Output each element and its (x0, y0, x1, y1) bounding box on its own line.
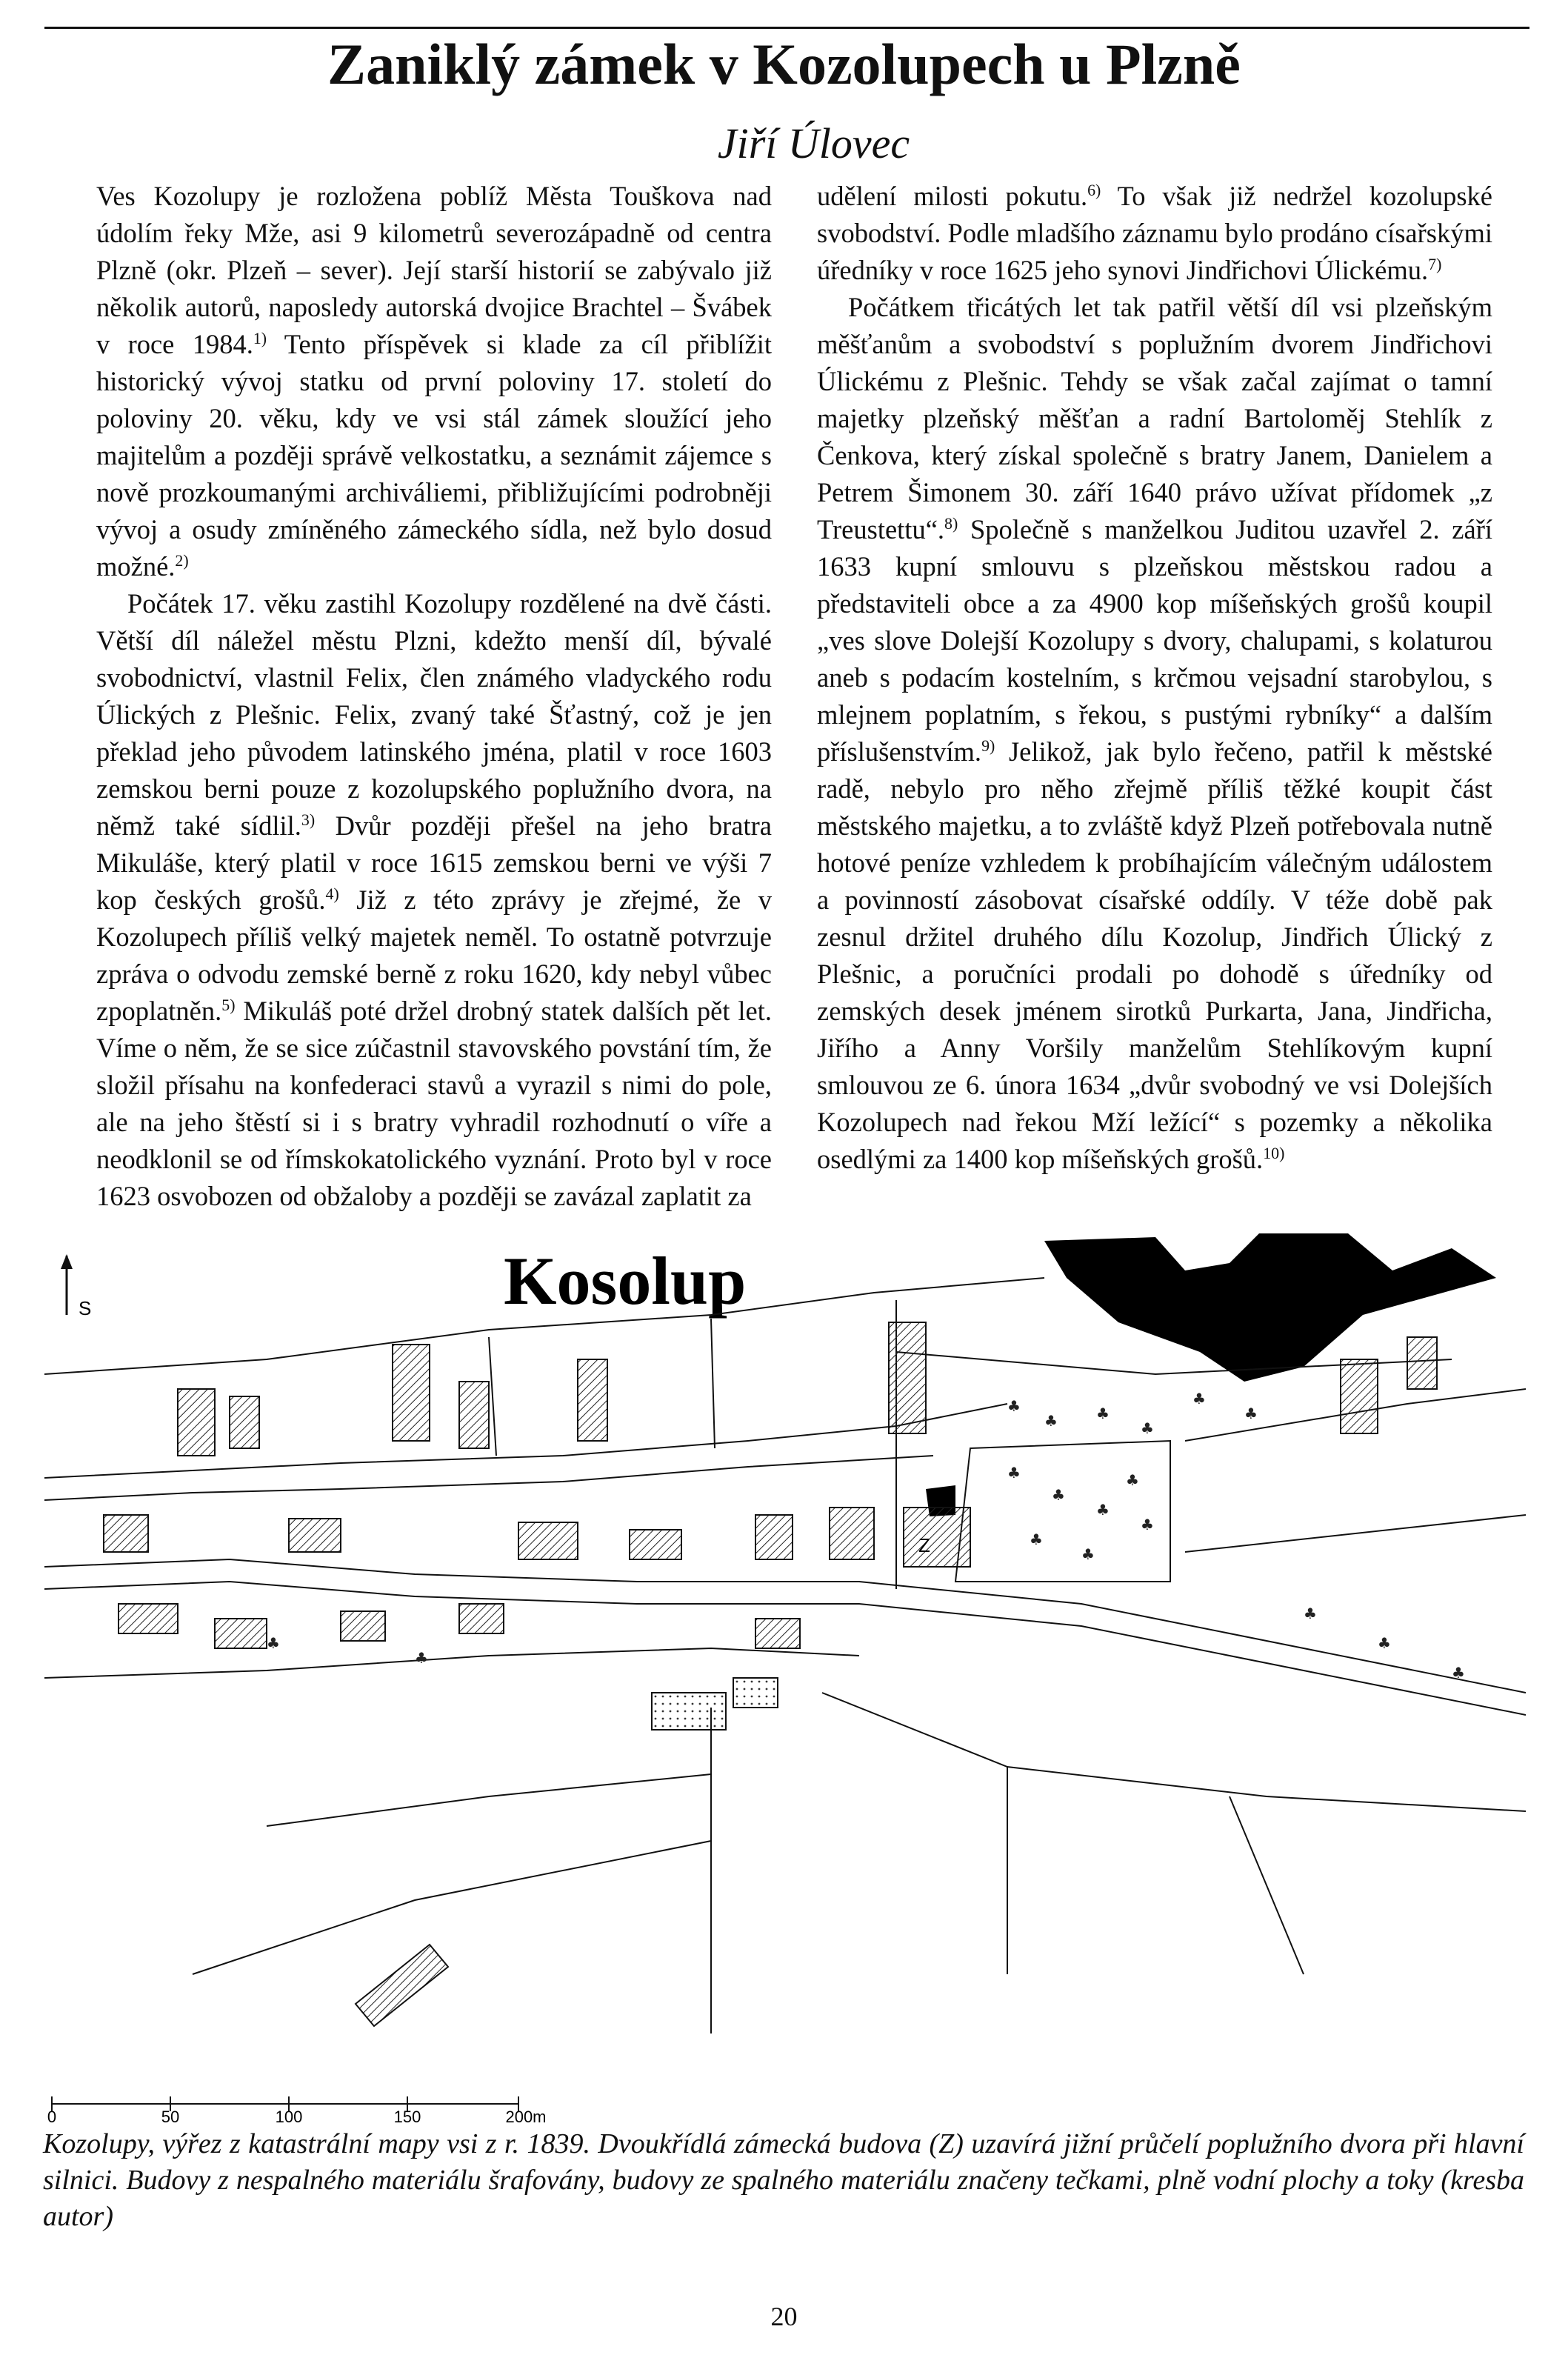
svg-text:♣: ♣ (1044, 1412, 1058, 1430)
footnote-ref: 4) (325, 884, 339, 903)
svg-text:♣: ♣ (1141, 1516, 1154, 1533)
scale-label: 100 (275, 2108, 303, 2122)
text-run: Tento příspěvek si klade za cíl přiblížit historický vývoj statku od první poloviny 17. století do poloviny 20. věku, kdy ve vsi stál zámek sloužící jeho majitelům a později správě velkostatku, a seznámit zájemce s nově prozkoumanými archiváliemi, přibližujícími podrobněji vývoj a osudy zmíněného zámeckého sídla, než bylo dosud možné. (96, 329, 772, 582)
paragraph (817, 178, 1492, 289)
svg-text:♣: ♣ (1096, 1501, 1110, 1519)
svg-text:♣: ♣ (415, 1649, 428, 1667)
text-run: Mikuláš poté držel drobný statek dalších pět let. Víme o něm, že se sice zúčastnil stavovského povstání tím, že složil přísahu na konfederaci stavů a vyrazil s nimi do pole, ale na jeho štěstí si i s bratry vyhradil rozhodnutí o víře a neodklonil se od římskokatolického vyznání. Proto byl v roce 1623 osvobozen od obžaloby a později se zavázal zaplatit za (96, 996, 772, 1211)
text-run: udělení milosti pokutu. (817, 181, 1088, 211)
footnote-ref: 5) (221, 995, 236, 1014)
svg-text:♣: ♣ (1244, 1405, 1258, 1422)
map-village-label: Kosolup (504, 1243, 747, 1319)
svg-text:♣: ♣ (267, 1634, 280, 1652)
north-label: S (79, 1297, 92, 1319)
text-run: To však již nedržel kozolupské svobodství. Podle mladšího záznamu bylo prodáno císařskými úředníky v roce 1625 jeho synovi Jindřichovi Úlickému. (817, 181, 1492, 285)
stone-buildings (104, 1322, 1437, 2026)
paragraph (96, 585, 772, 1215)
right-column (817, 178, 1492, 1178)
figure-caption: Kozolupy, výřez z katastrální mapy vsi z r. 1839. Dvoukřídlá zámecká budova (Z) uzavírá jižní průčelí poplužního dvora při hlavní silnici. Budovy z nespalného materiálu šrafovány, budovy ze spalného materiálu značeny tečkami, plně vodní plochy a toky (kresba autor) (43, 2128, 1524, 2232)
svg-text:♣: ♣ (1452, 1664, 1465, 1682)
paragraph (96, 178, 772, 585)
text-run: Ves Kozolupy je rozložena poblíž Města Touškova nad údolím řeky Mže, asi 9 kilometrů severozápadně od centra Plzně (okr. Plzeň – sever). Její starší historií se zabývalo již několik autorů, naposledy autorská dvojice Brachtel – Švábek v roce 1984. (96, 181, 772, 359)
text-run: Počátkem třicátých let tak patřil větší díl vsi plzeňským měšťanům a svobodství s poplužním dvorem Jindřichovi Úlickému z Plešnic. Tehdy se však začal zajímat o tamní majetky plzeňský měšťan a radní Bartoloměj Stehlík z Čenkova, který získal společně s bratry Janem, Danielem a Petrem Šimonem 30. září 1640 právo užívat přídomek „z Treustettu“. (817, 292, 1492, 544)
svg-text:♣: ♣ (1007, 1464, 1021, 1482)
scale-label: 200m (505, 2108, 547, 2122)
scale-label: 50 (161, 2108, 180, 2122)
article-title: Zaniklý zámek v Kozolupech u Plzně (327, 32, 1241, 96)
scale-label: 150 (393, 2108, 421, 2122)
scale-label: 0 (47, 2108, 57, 2122)
north-arrow (61, 1254, 91, 1319)
scale-bar (47, 2096, 547, 2122)
top-rule (44, 27, 1529, 29)
footnote-ref: 8) (944, 513, 958, 533)
footnote-ref: 3) (301, 810, 316, 829)
footnote-ref: 10) (1263, 1143, 1285, 1162)
footnote-ref: 7) (1428, 254, 1442, 273)
svg-text:♣: ♣ (1304, 1605, 1317, 1622)
text-run: Společně s manželkou Juditou uzavřel 2. září 1633 kupní smlouvu s plzeňskou městskou radou a představiteli obce a za 4900 kop míšeňských grošů koupil „ves slove Dolejší Kozolupy s dvory, chalupami, s kolaturou aneb s podacím kostelním, s krčmou vejsadní starobylou, s mlejnem poplatním, s řekou, s pustými rybníky“ a dalším příslušenstvím. (817, 514, 1492, 767)
svg-text:♣: ♣ (1007, 1397, 1021, 1415)
svg-text:♣: ♣ (1378, 1634, 1391, 1652)
paragraph (817, 289, 1492, 1178)
footnote-ref: 1) (253, 328, 267, 347)
svg-text:♣: ♣ (1052, 1486, 1065, 1504)
svg-text:♣: ♣ (1126, 1471, 1139, 1489)
text-run: Dvůr později přešel na jeho bratra Mikuláše, který platil v roce 1615 zemskou berni ve výši 7 kop českých grošů. (96, 810, 772, 915)
text-run: Jelikož, jak bylo řečeno, patřil k městské radě, nebylo pro něho zřejmě příliš těžké koupit část městského majetku, a to zvláště když Plzeň potřebovala nutně hotové peníze vzhledem k probíhajícím válečným událostem a povinností zásobovat císařské oddíly. V téže době pak zesnul držitel druhého dílu Kozolup, Jindřich Úlický z Plešnic, a poručníci prodali po dohodě s úředníky od zemských desek jménem sirotků Purkarta, Jana, Jindřicha, Jiřího a Anny Voršily manželům Stehlíkovým kupní smlouvou ze 6. února 1634 „dvůr svobodný ve vsi Dolejších Kozolupech nad řekou Mží ležící“ s pozemky a několika osedlými za 1400 kop míšeňských grošů. (817, 736, 1492, 1174)
wooden-buildings (652, 1678, 778, 1730)
page-number: 20 (770, 2302, 798, 2331)
svg-text:♣: ♣ (1030, 1530, 1043, 1548)
text-run: Již z této zprávy je zřejmé, že v Kozolupech příliš velký majetek neměl. To ostatně potvrzuje zpráva o odvodu zemské berně z roku 1620, kdy nebyl vůbec zpoplatněn. (96, 885, 772, 1026)
svg-text:♣: ♣ (1096, 1405, 1110, 1422)
svg-text:♣: ♣ (1192, 1390, 1206, 1408)
svg-text:♣: ♣ (1081, 1545, 1095, 1563)
castle-marker-z: Z (918, 1534, 930, 1556)
parcel-lines (44, 1278, 1526, 2033)
footnote-ref: 6) (1087, 180, 1101, 199)
text-run: Počátek 17. věku zastihl Kozolupy rozdělené na dvě části. Větší díl náležel městu Plzni, kdežto menší díl, bývalé svobodnictví, vlastnil Felix, člen známého vladyckého rodu Úlických z Plešnic. Felix, zvaný také Šťastný, což je jen překlad jeho původem latinského jména, platil v roce 1603 zemskou berni pouze z kozolupského poplužního dvora, na němž také sídlil. (96, 588, 772, 841)
footnote-ref: 9) (981, 736, 995, 755)
cadastral-map (44, 1233, 1526, 2122)
author-name: Jiří Úlovec (717, 119, 910, 167)
footnote-ref: 2) (175, 550, 189, 570)
left-column (96, 178, 772, 1215)
svg-text:♣: ♣ (1141, 1419, 1154, 1437)
